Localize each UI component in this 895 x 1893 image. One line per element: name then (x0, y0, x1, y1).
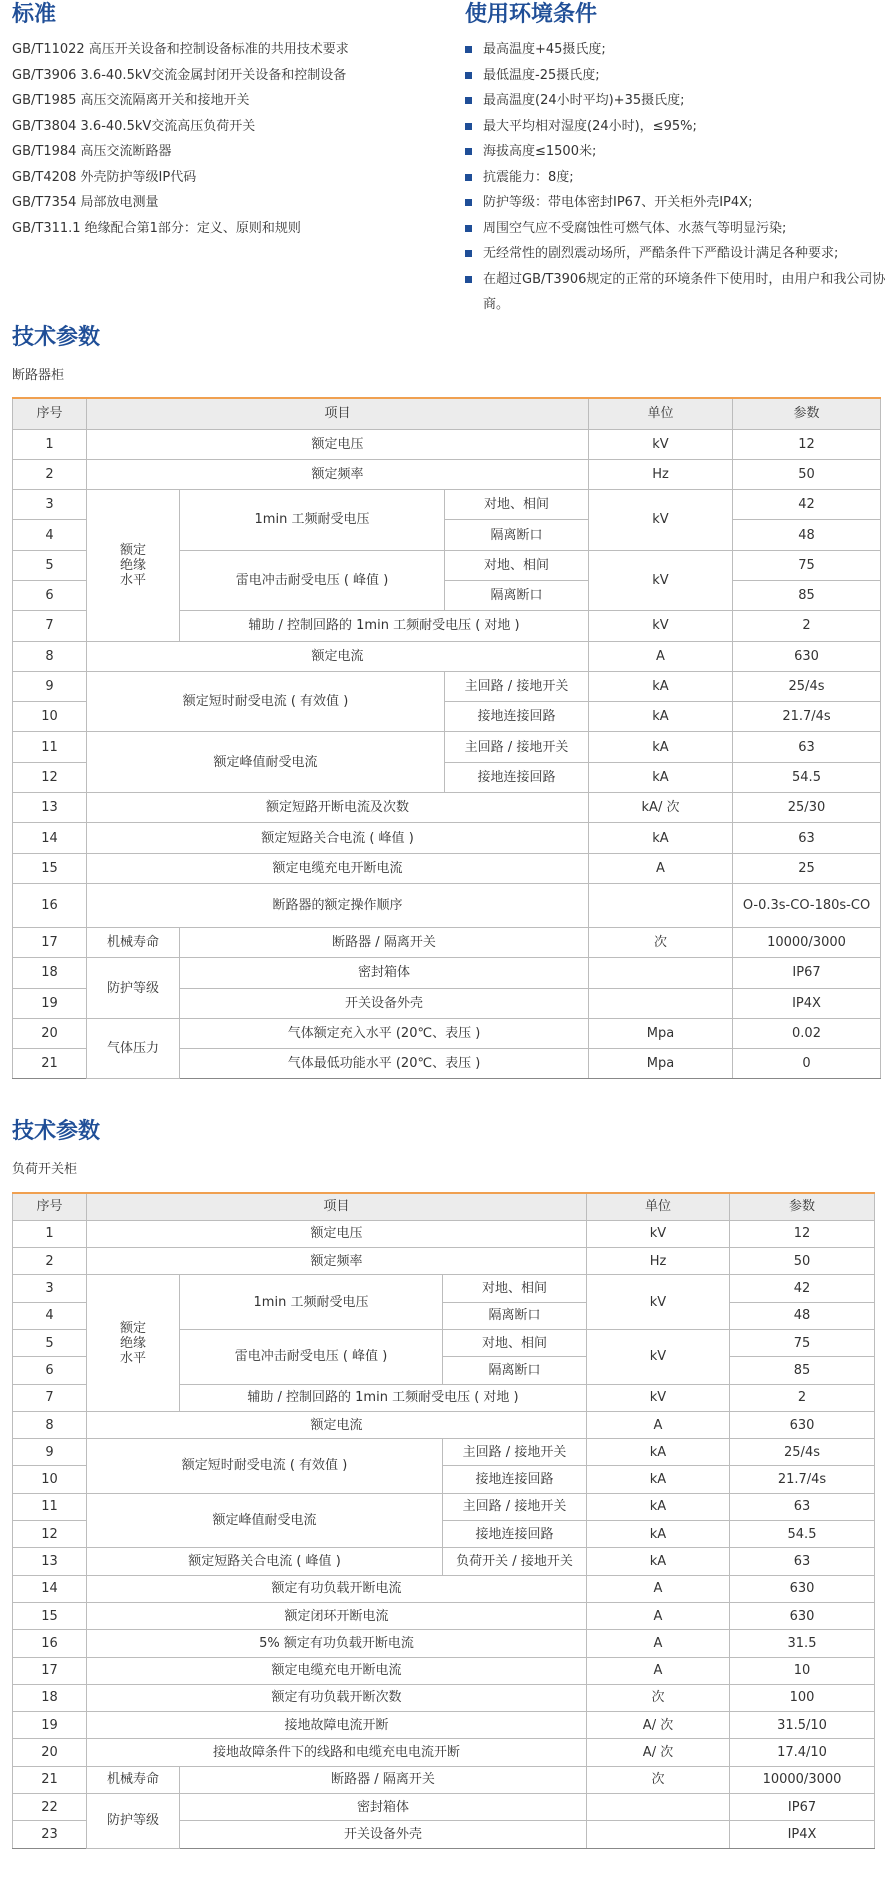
row-value: IP67 (733, 958, 881, 988)
row-value: 25/30 (733, 793, 881, 823)
row-value: 21.7/4s (733, 702, 881, 732)
row-value: 100 (730, 1684, 875, 1711)
table-row (13, 1493, 875, 1520)
row-value: 50 (733, 459, 881, 489)
row-unit: kA (587, 1548, 730, 1575)
row-item: 额定闭环开断电流 (87, 1602, 587, 1629)
environment-item-text: 最高温度+45摄氏度; (483, 42, 606, 57)
breaker-subtitle: 断路器柜 (12, 368, 65, 383)
row-number: 20 (13, 1739, 87, 1766)
environment-item (465, 190, 890, 216)
row-item: 额定峰值耐受电流 (87, 1493, 443, 1548)
table-row (13, 927, 881, 957)
row-unit: A (587, 1575, 730, 1602)
col-header-value: 参数 (733, 398, 881, 429)
row-number: 17 (13, 927, 87, 957)
row-item: 额定频率 (87, 459, 589, 489)
row-unit: kA/ 次 (589, 793, 733, 823)
table-row (13, 671, 881, 701)
group-label-line: 额定 (119, 1320, 146, 1336)
row-unit (587, 1821, 730, 1848)
col-header-item: 项目 (87, 398, 589, 429)
row-number: 16 (13, 883, 87, 927)
row-subitem: 对地、相间 (445, 550, 589, 580)
row-number: 10 (13, 702, 87, 732)
table-row (13, 641, 881, 671)
row-number: 15 (13, 853, 87, 883)
group-label-line: 水平 (119, 572, 146, 588)
bullet-square-icon (465, 46, 472, 53)
row-item: 额定峰值耐受电流 (87, 732, 445, 793)
row-value: 12 (730, 1220, 875, 1247)
environment-item-text: 海拔高度≤1500米; (483, 144, 597, 159)
table-header-row (13, 1193, 875, 1220)
table-row (13, 1220, 875, 1247)
row-number: 6 (13, 1357, 87, 1384)
load-switch-section-title: 技术参数 (12, 1119, 101, 1144)
bullet-square-icon (465, 97, 472, 104)
table-row (13, 1739, 875, 1766)
standard-item: GB/T7354 局部放电测量 (12, 195, 159, 210)
table-row (13, 1794, 875, 1821)
environment-item (465, 241, 890, 267)
row-item: 额定短路开断电流及次数 (87, 793, 589, 823)
row-value: 630 (730, 1575, 875, 1602)
environment-item-text: 最高温度(24小时平均)+35摄氏度; (483, 93, 685, 108)
row-value: 630 (730, 1602, 875, 1629)
row-item: 雷电冲击耐受电压 ( 峰值 ) (180, 550, 445, 611)
row-number: 20 (13, 1018, 87, 1048)
group-label-line: 绝缘 (119, 1335, 146, 1351)
row-unit: kA (587, 1521, 730, 1548)
row-value: 25/4s (733, 671, 881, 701)
row-item: 额定电缆充电开断电流 (87, 853, 589, 883)
row-unit: Hz (587, 1248, 730, 1275)
bullet-square-icon (465, 276, 472, 283)
environment-item (465, 267, 890, 318)
table-row (13, 958, 881, 988)
environment-item (465, 88, 890, 114)
row-value: 0 (733, 1049, 881, 1079)
row-value: 630 (733, 641, 881, 671)
row-number: 13 (13, 793, 87, 823)
row-item: 5% 额定有功负载开断电流 (87, 1630, 587, 1657)
bullet-square-icon (465, 250, 472, 257)
row-subitem: 隔离断口 (445, 520, 589, 550)
row-number: 12 (13, 1521, 87, 1548)
row-number: 11 (13, 1493, 87, 1520)
row-number: 23 (13, 1821, 87, 1848)
group-label-insulation (87, 490, 180, 641)
row-item: 密封箱体 (180, 958, 589, 988)
row-value: 10000/3000 (730, 1766, 875, 1793)
row-value: O-0.3s-CO-180s-CO (733, 883, 881, 927)
table-row (13, 853, 881, 883)
bullet-square-icon (465, 148, 472, 155)
group-label-mech: 机械寿命 (87, 1766, 180, 1793)
row-number: 14 (13, 1575, 87, 1602)
bullet-square-icon (465, 225, 472, 232)
row-value: 31.5 (730, 1630, 875, 1657)
row-unit: kV (587, 1329, 730, 1384)
table-row (13, 1275, 875, 1302)
row-value: 2 (730, 1384, 875, 1411)
standards-list (12, 37, 349, 241)
row-item: 断路器 / 隔离开关 (180, 927, 589, 957)
col-header-unit: 单位 (587, 1193, 730, 1220)
row-unit: kA (589, 732, 733, 762)
row-subitem: 接地连接回路 (445, 762, 589, 792)
row-subitem: 对地、相间 (443, 1329, 587, 1356)
row-unit: kA (587, 1466, 730, 1493)
environment-item-text: 无经常性的剧烈震动场所，严酷条件下严酷设计满足各种要求; (483, 246, 839, 261)
row-value: 17.4/10 (730, 1739, 875, 1766)
row-subitem: 对地、相间 (443, 1275, 587, 1302)
environment-item-text: 抗震能力：8度; (483, 169, 574, 185)
row-value: 10000/3000 (733, 927, 881, 957)
row-number: 9 (13, 1439, 87, 1466)
row-number: 7 (13, 1384, 87, 1411)
row-unit: Mpa (589, 1018, 733, 1048)
row-value: 48 (730, 1302, 875, 1329)
table-row (13, 1657, 875, 1684)
row-item: 额定电压 (87, 429, 589, 459)
row-unit: kA (587, 1439, 730, 1466)
row-item: 开关设备外壳 (180, 988, 589, 1018)
row-item: 额定电压 (87, 1220, 587, 1247)
row-unit: kV (589, 490, 733, 551)
row-value: 75 (730, 1329, 875, 1356)
row-subitem: 主回路 / 接地开关 (445, 732, 589, 762)
row-subitem: 接地连接回路 (443, 1521, 587, 1548)
row-item: 额定电流 (87, 641, 589, 671)
row-unit: kV (589, 611, 733, 641)
row-number: 21 (13, 1049, 87, 1079)
standard-item: GB/T311.1 绝缘配合第1部分：定义、原则和规则 (12, 220, 301, 236)
row-subitem: 主回路 / 接地开关 (443, 1493, 587, 1520)
environment-item-text: 最低温度-25摄氏度; (483, 67, 600, 83)
standard-item: GB/T1984 高压交流断路器 (12, 144, 172, 159)
row-number: 22 (13, 1794, 87, 1821)
table-row (13, 1439, 875, 1466)
row-item: 辅助 / 控制回路的 1min 工频耐受电压 ( 对地 ) (180, 611, 589, 641)
col-header-unit: 单位 (589, 398, 733, 429)
row-unit: kA (587, 1493, 730, 1520)
row-unit: A (587, 1657, 730, 1684)
row-item: 额定短时耐受电流 ( 有效值 ) (87, 1439, 443, 1494)
group-label-protection: 防护等级 (87, 1794, 180, 1849)
row-number: 14 (13, 823, 87, 853)
row-unit: A/ 次 (587, 1739, 730, 1766)
row-value: 42 (730, 1275, 875, 1302)
row-unit: A (587, 1411, 730, 1438)
standard-item: GB/T11022 高压开关设备和控制设备标准的共用技术要求 (12, 42, 349, 57)
row-unit: kA (589, 702, 733, 732)
row-value: IP4X (730, 1821, 875, 1848)
standard-item: GB/T3804 3.6-40.5kV交流高压负荷开关 (12, 118, 256, 134)
row-number: 8 (13, 1411, 87, 1438)
environment-list (465, 37, 890, 318)
environment-item-text: 最大平均相对湿度(24小时)，≤95%; (483, 118, 697, 134)
standard-item: GB/T4208 外壳防护等级IP代码 (12, 169, 197, 185)
row-subitem: 接地连接回路 (445, 702, 589, 732)
group-label-line: 额定 (119, 542, 146, 558)
row-unit: kA (589, 823, 733, 853)
row-number: 6 (13, 580, 87, 610)
standard-item: GB/T3906 3.6-40.5kV交流金属封闭开关设备和控制设备 (12, 67, 347, 83)
row-value: 63 (730, 1493, 875, 1520)
group-label-protection: 防护等级 (87, 958, 180, 1019)
table-header-row (13, 398, 881, 429)
row-subitem: 负荷开关 / 接地开关 (443, 1548, 587, 1575)
row-unit: kV (589, 429, 733, 459)
table-row (13, 1018, 881, 1048)
row-item: 断路器 / 隔离开关 (180, 1766, 587, 1793)
row-number: 13 (13, 1548, 87, 1575)
row-item: 额定短路关合电流 ( 峰值 ) (87, 1548, 443, 1575)
bullet-square-icon (465, 199, 472, 206)
environment-title: 使用环境条件 (465, 2, 598, 27)
row-subitem: 隔离断口 (443, 1357, 587, 1384)
row-value: 75 (733, 550, 881, 580)
table-row (13, 1684, 875, 1711)
group-label-mech: 机械寿命 (87, 927, 180, 957)
bullet-square-icon (465, 174, 472, 181)
row-number: 5 (13, 1329, 87, 1356)
standard-item: GB/T1985 高压交流隔离开关和接地开关 (12, 93, 250, 108)
row-unit: A (589, 641, 733, 671)
row-value: 85 (730, 1357, 875, 1384)
table-row (13, 883, 881, 927)
row-item: 开关设备外壳 (180, 1821, 587, 1848)
group-label-line: 水平 (119, 1350, 146, 1366)
row-item: 1min 工频耐受电压 (180, 1275, 443, 1330)
row-item: 接地故障电流开断 (87, 1712, 587, 1739)
row-value: 54.5 (733, 762, 881, 792)
load-switch-subtitle: 负荷开关柜 (12, 1162, 78, 1177)
row-item: 辅助 / 控制回路的 1min 工频耐受电压 ( 对地 ) (180, 1384, 587, 1411)
row-value: 31.5/10 (730, 1712, 875, 1739)
row-number: 17 (13, 1657, 87, 1684)
row-number: 9 (13, 671, 87, 701)
row-value: 85 (733, 580, 881, 610)
environment-item (465, 165, 890, 191)
row-value: 0.02 (733, 1018, 881, 1048)
row-value: 25 (733, 853, 881, 883)
row-unit: 次 (589, 927, 733, 957)
table-row (13, 1548, 875, 1575)
row-item: 雷电冲击耐受电压 ( 峰值 ) (180, 1329, 443, 1384)
row-item: 额定电缆充电开断电流 (87, 1657, 587, 1684)
row-item: 额定短时耐受电流 ( 有效值 ) (87, 671, 445, 732)
row-unit (589, 958, 733, 988)
table-row (13, 732, 881, 762)
table-row (13, 1630, 875, 1657)
row-number: 8 (13, 641, 87, 671)
breaker-spec-table (12, 397, 881, 1079)
table-row (13, 823, 881, 853)
row-number: 12 (13, 762, 87, 792)
row-subitem: 接地连接回路 (443, 1466, 587, 1493)
row-number: 21 (13, 1766, 87, 1793)
environment-item-text: 周围空气应不受腐蚀性可燃气体、水蒸气等明显污染; (483, 220, 787, 236)
row-value: IP67 (730, 1794, 875, 1821)
group-label-gas: 气体压力 (87, 1018, 180, 1079)
row-unit: A (589, 853, 733, 883)
table-row (13, 1575, 875, 1602)
environment-item (465, 139, 890, 165)
row-item: 接地故障条件下的线路和电缆充电电流开断 (87, 1739, 587, 1766)
row-value: 630 (730, 1411, 875, 1438)
table-row (13, 459, 881, 489)
bullet-square-icon (465, 72, 472, 79)
row-number: 5 (13, 550, 87, 580)
row-unit: Mpa (589, 1049, 733, 1079)
row-unit: kA (589, 671, 733, 701)
row-value: 48 (733, 520, 881, 550)
bullet-square-icon (465, 123, 472, 130)
row-value: IP4X (733, 988, 881, 1018)
row-item: 1min 工频耐受电压 (180, 490, 445, 551)
environment-item (465, 114, 890, 140)
row-value: 54.5 (730, 1521, 875, 1548)
row-value: 10 (730, 1657, 875, 1684)
row-unit: Hz (589, 459, 733, 489)
environment-item (465, 216, 890, 242)
row-item: 密封箱体 (180, 1794, 587, 1821)
row-subitem: 对地、相间 (445, 490, 589, 520)
row-unit: kV (587, 1220, 730, 1247)
row-unit (587, 1794, 730, 1821)
col-header-no: 序号 (13, 398, 87, 429)
row-unit (589, 883, 733, 927)
row-unit: kV (587, 1384, 730, 1411)
row-subitem: 隔离断口 (445, 580, 589, 610)
row-unit: 次 (587, 1766, 730, 1793)
row-unit: A (587, 1602, 730, 1629)
row-number: 16 (13, 1630, 87, 1657)
table-row (13, 1411, 875, 1438)
row-unit (589, 988, 733, 1018)
row-unit: A/ 次 (587, 1712, 730, 1739)
row-value: 63 (733, 732, 881, 762)
row-number: 18 (13, 1684, 87, 1711)
row-number: 3 (13, 490, 87, 520)
row-value: 21.7/4s (730, 1466, 875, 1493)
environment-item-text: 在超过GB/T3906规定的正常的环境条件下使用时，由用户和我公司协商。 (483, 271, 886, 312)
row-number: 2 (13, 459, 87, 489)
table-row (13, 1766, 875, 1793)
row-item: 额定有功负载开断次数 (87, 1684, 587, 1711)
table-row (13, 490, 881, 520)
row-unit: kA (589, 762, 733, 792)
table-row (13, 429, 881, 459)
row-value: 50 (730, 1248, 875, 1275)
col-header-item: 项目 (87, 1193, 587, 1220)
environment-item (465, 63, 890, 89)
row-item: 断路器的额定操作顺序 (87, 883, 589, 927)
row-number: 3 (13, 1275, 87, 1302)
row-number: 19 (13, 988, 87, 1018)
row-unit: 次 (587, 1684, 730, 1711)
row-number: 7 (13, 611, 87, 641)
row-value: 63 (730, 1548, 875, 1575)
row-subitem: 主回路 / 接地开关 (443, 1439, 587, 1466)
row-number: 11 (13, 732, 87, 762)
row-item: 额定短路关合电流 ( 峰值 ) (87, 823, 589, 853)
row-value: 12 (733, 429, 881, 459)
row-item: 额定频率 (87, 1248, 587, 1275)
row-subitem: 隔离断口 (443, 1302, 587, 1329)
breaker-section-title: 技术参数 (12, 325, 101, 350)
row-item: 气体额定充入水平 (20℃、表压 ) (180, 1018, 589, 1048)
row-unit: kV (587, 1275, 730, 1330)
load-switch-spec-table (12, 1192, 875, 1849)
row-number: 1 (13, 1220, 87, 1247)
row-number: 4 (13, 520, 87, 550)
table-row (13, 793, 881, 823)
row-number: 1 (13, 429, 87, 459)
row-number: 19 (13, 1712, 87, 1739)
row-number: 4 (13, 1302, 87, 1329)
table-row (13, 1602, 875, 1629)
row-number: 2 (13, 1248, 87, 1275)
row-value: 42 (733, 490, 881, 520)
row-item: 气体最低功能水平 (20℃、表压 ) (180, 1049, 589, 1079)
table-row (13, 1248, 875, 1275)
col-header-value: 参数 (730, 1193, 875, 1220)
col-header-no: 序号 (13, 1193, 87, 1220)
row-number: 15 (13, 1602, 87, 1629)
row-subitem: 主回路 / 接地开关 (445, 671, 589, 701)
row-item: 额定电流 (87, 1411, 587, 1438)
row-value: 25/4s (730, 1439, 875, 1466)
row-number: 10 (13, 1466, 87, 1493)
group-label-insulation (87, 1275, 180, 1411)
row-unit: kV (589, 550, 733, 611)
environment-item (465, 37, 890, 63)
row-unit: A (587, 1630, 730, 1657)
environment-item-text: 防护等级：带电体密封IP67、开关柜外壳IP4X; (483, 195, 753, 210)
row-number: 18 (13, 958, 87, 988)
table-row (13, 1712, 875, 1739)
row-value: 63 (733, 823, 881, 853)
standards-title: 标准 (12, 2, 57, 27)
group-label-line: 绝缘 (119, 557, 146, 573)
row-value: 2 (733, 611, 881, 641)
row-item: 额定有功负载开断电流 (87, 1575, 587, 1602)
